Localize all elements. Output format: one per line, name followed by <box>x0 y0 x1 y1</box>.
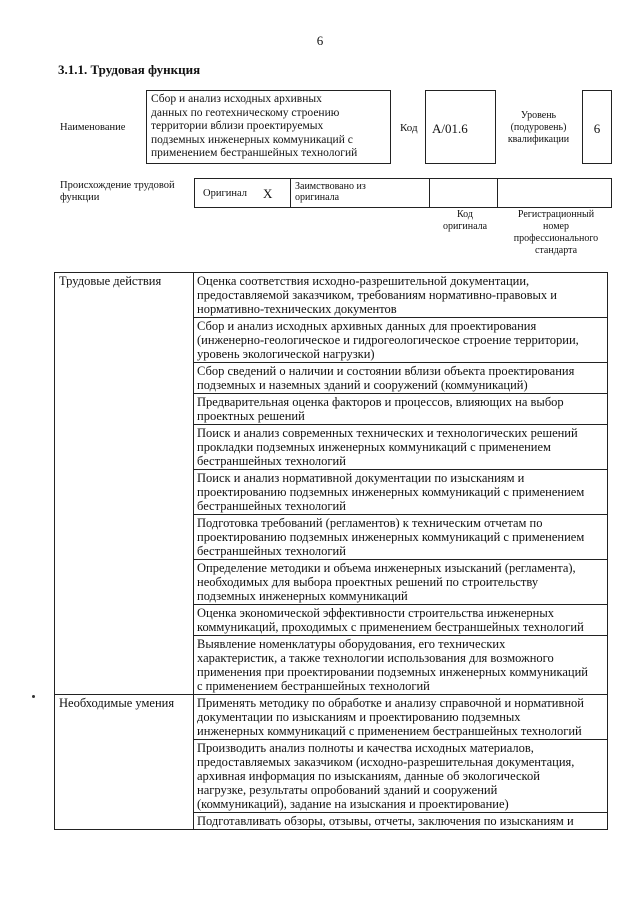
cell-line: Поиск и анализ современных технических и технологических решений <box>197 426 578 440</box>
reg-caption-line: стандарта <box>534 245 578 256</box>
cell-line: нагрузке, результаты опробований зданий и сооружений <box>197 783 498 797</box>
reg-caption-line: профессионального <box>513 233 599 244</box>
cell-line: предоставляемой заказчиком, требованиям нормативно-правовых и <box>197 288 557 302</box>
table-cell <box>194 560 608 605</box>
origin-label-line: Происхождение трудовой <box>60 180 175 191</box>
cell-line: документации по изысканиям и проектированию подземных <box>197 710 521 724</box>
code-caption <box>430 209 500 233</box>
function-name-line: данных по геотехническому строению <box>151 106 340 119</box>
original-label: Оригинал <box>203 188 247 199</box>
original-mark: X <box>263 186 273 201</box>
table-cell <box>194 425 608 470</box>
cell-line: уровень экологической нагрузки) <box>197 347 375 361</box>
table-cell <box>194 605 608 636</box>
cell-line: Предварительная оценка факторов и процессов, влияющих на выбор <box>197 395 564 409</box>
function-name-line: применением бестраншейных технологий <box>151 147 358 159</box>
cell-line: проектированию подземных инженерных коммуникаций с применением <box>197 530 585 544</box>
cell-line: инженерных коммуникаций с применением бестраншейных технологий <box>197 724 582 738</box>
code-value: А/01.6 <box>432 121 468 136</box>
table-cell <box>194 636 608 695</box>
cell-line: Определение методики и объема инженерных изысканий (регламента), <box>197 561 576 575</box>
function-name-line: Сбор и анализ исходных архивных <box>151 93 322 105</box>
cell-line: бестраншейных технологий <box>197 499 346 513</box>
cell-line: характеристик, а также технологии использования для возможного <box>197 651 554 665</box>
cell-line: бестраншейных технологий <box>197 454 346 468</box>
origin-label <box>60 180 175 204</box>
table-cell <box>194 363 608 394</box>
cell-line: коммуникаций, проходимых с применением бестраншейных технологий <box>197 620 584 634</box>
table-cell <box>194 394 608 425</box>
level-value: 6 <box>593 121 601 136</box>
origin-box <box>194 178 612 208</box>
cell-line: Оценка соответствия исходно-разрешительной документации, <box>197 274 530 288</box>
cell-line: прокладки подземных инженерных коммуникаций с применением <box>197 440 551 454</box>
section-title: 3.1.1. Трудовая функция <box>58 62 201 77</box>
table-cell <box>194 470 608 515</box>
cell-line: необходимых для выбора проектных решений по строительству <box>197 575 539 589</box>
table-cell <box>194 740 608 813</box>
divider <box>290 179 291 207</box>
cell-line: применения при проектировании подземных инженерных коммуникаций <box>197 665 588 679</box>
table-cell <box>194 318 608 363</box>
table-row <box>55 695 608 740</box>
cell-line: Сбор и анализ исходных архивных данных для проектирования <box>197 319 537 333</box>
name-label: Наименование <box>60 122 126 133</box>
cell-line: бестраншейных технологий <box>197 544 346 558</box>
level-label <box>496 110 581 146</box>
table-cell <box>194 813 608 830</box>
level-box <box>582 90 612 164</box>
code-box <box>425 90 496 164</box>
cell-line: проектированию подземных инженерных коммуникаций с применением <box>197 485 585 499</box>
cell-line: предоставляемых заказчиком (исходно-разрешительная документация, <box>197 755 575 769</box>
cell-line: Производить анализ полноты и качества исходных материалов, <box>197 741 534 755</box>
functions-table <box>54 272 608 830</box>
origin-label-line: функции <box>60 192 100 203</box>
reg-caption <box>500 209 612 257</box>
table-cell <box>194 273 608 318</box>
cell-line: Оценка экономической эффективности строительства инженерных <box>197 606 555 620</box>
function-name-line: территории вблизи проектируемых <box>151 120 324 132</box>
cell-line: проектных решений <box>197 409 305 423</box>
cell-line: Сбор сведений о наличии и состоянии вблизи объекта проектирования <box>197 364 575 378</box>
reg-caption-line: Регистрационный <box>517 209 595 220</box>
cell-line: с применением бестраншейных технологий <box>197 679 430 693</box>
code-label: Код <box>400 122 418 134</box>
divider <box>497 179 498 207</box>
cell-line: подземных инженерных коммуникаций <box>197 589 408 603</box>
table-cell <box>194 695 608 740</box>
cell-line: нормативно-технических документов <box>197 302 397 316</box>
cell-line: Выявление номенклатуры оборудования, его технических <box>197 637 506 651</box>
cell-line: Подготавливать обзоры, отзывы, отчеты, заключения по изысканиям и <box>197 814 574 828</box>
borrowed-label-line: Заимствовано из <box>295 181 366 192</box>
cell-line: (инженерно-геологическое и гидрогеологическое строение территории, <box>197 333 579 347</box>
level-label-line: Уровень <box>520 110 557 121</box>
scan-dot <box>32 695 35 698</box>
cell-line: Подготовка требований (регламентов) к техническим отчетам по <box>197 516 543 530</box>
page-number: 6 <box>316 33 324 48</box>
level-label-line: квалификации <box>507 134 570 145</box>
cell-line: подземных и наземных зданий и сооружений (коммуникаций) <box>197 378 528 392</box>
function-name-line: подземных инженерных коммуникаций с <box>151 133 353 146</box>
table-cell <box>194 515 608 560</box>
row-label: Трудовые действия <box>55 273 194 695</box>
borrowed-label <box>295 181 366 203</box>
code-caption-line: Код <box>457 209 473 220</box>
cell-line: архивная информация по изысканиям, данные об экологической <box>197 769 540 783</box>
row-label: Необходимые умения <box>55 695 194 830</box>
reg-caption-line: номер <box>543 221 569 232</box>
level-label-line: (подуровень) <box>510 122 567 133</box>
function-name-box <box>146 90 391 164</box>
code-caption-line: оригинала <box>442 221 488 232</box>
cell-line: (коммуникаций), задание на изыскания и проектирование) <box>197 797 509 811</box>
table-row <box>55 273 608 318</box>
borrowed-label-line: оригинала <box>295 192 340 203</box>
divider <box>429 179 430 207</box>
cell-line: Применять методику по обработке и анализу справочной и нормативной <box>197 696 584 710</box>
cell-line: Поиск и анализ нормативной документации по изысканиям и <box>197 471 525 485</box>
